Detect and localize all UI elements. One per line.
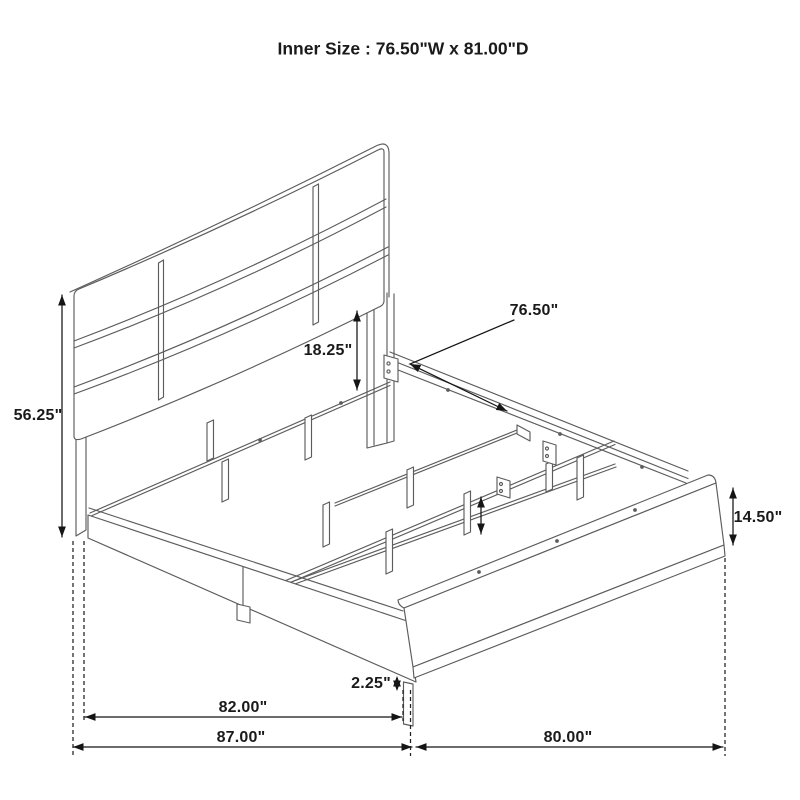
dim-label-overall-length: 87.00" [216, 729, 266, 746]
footboard [398, 475, 725, 726]
page-title: Inner Size : 76.50"W x 81.00"D [277, 38, 529, 59]
dim-label-footboard-base: 2.25" [351, 675, 391, 692]
dim-label-footboard-height: 14.50" [733, 509, 783, 526]
front-side-rail [88, 508, 416, 682]
dim-label-headboard-to-rail: 18.25" [303, 342, 353, 359]
headboard-left-leg [76, 432, 86, 536]
dim-label-footboard-span: 80.00" [543, 729, 593, 746]
dim-label-inner-width: 76.50" [509, 302, 559, 319]
dim-label-headboard-height: 56.25" [13, 407, 63, 424]
dim-leader-inner-width [410, 320, 514, 411]
headboard [70, 144, 389, 440]
dim-label-inner-length: 82.00" [218, 699, 268, 716]
